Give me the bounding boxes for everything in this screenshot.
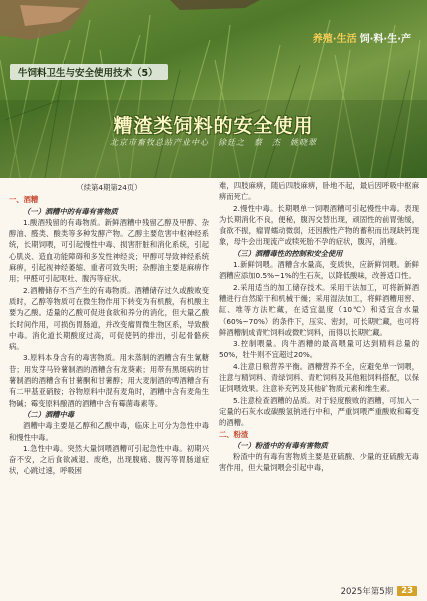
paragraph: 难，四肢麻痹，随后四肢麻痹，卧地不起，最后因呼吸中枢麻痹而死亡。 — [219, 181, 419, 202]
right-column — [219, 180, 419, 572]
subheading-starch-toxins: （一）粉渣中的有毒有害物质 — [233, 440, 328, 450]
section-heading-distillers-grains: 一、酒糟 — [9, 195, 39, 205]
paragraph: 2.酒糟储存不当产生的有毒物质。酒糟储存过久或酸败变质时，乙醇等物质可在微生物作用下转变为有机酸，有机酸主要为乙酸。适量的乙酸可促进食欲和养分的消化，但大量乙酸长时间作用，可损伤胃肠道，并改变瘤胃微生物区系，导致酸中毒。消化道长期酸度过高，可促使钙的排出，引起骨骼疾病。 — [9, 285, 209, 352]
subheading-control: （三）酒糟毒性的控制和安全使用 — [233, 248, 343, 258]
article-body — [9, 180, 419, 572]
subheading-poisoning: （二）酒糟中毒 — [23, 409, 75, 419]
paragraph: 粉渣中的有毒有害物质主要是亚硫酸、少量的亚硫酸无毒害作用，但大量饲喂会引起中毒， — [219, 452, 419, 473]
issue-label: 2025年第5期 — [340, 587, 394, 597]
paragraph: 1.酸酒残留的有毒物质。新鲜酒糟中残留乙醇及甲醇、杂醇油、醛类、酸类等多种发酵产物。乙醇主要危害中枢神经系统，长期饲喂，可引起慢性中毒、损害肝脏和消化系统，引起心肌炎、造血功能障碍和多发性神经炎；甲醇可导致神经系统麻痹，引起视神经萎缩、重者可致失明；杂醇油主要是麻痹作用；甲醛可引起呕吐、腹泻等症状。 — [9, 217, 209, 284]
paragraph: 1.急性中毒。突然大量饲喂酒糟可引起急性中毒。初期兴奋不安，之后食欲减退、废绝，出现腹痛、腹泻等胃肠道症状，心跳过速，呼吸困 — [9, 443, 209, 476]
article-authors: 北京市畜牧总站产业中心 徐廷之 蔡 杰 姚晓翠 — [110, 138, 317, 147]
article-title: 糟渣类饲料的安全使用 — [113, 115, 314, 137]
paragraph: 3.原料本身含有的毒害物质。用未蒸制的酒糟含有生氰糖苷；用发芽马铃薯制酒的酒糟含有龙葵素；用带有黑斑病的甘薯制酒的酒糟含有甘薯酮和甘薯醇；用大麦制酒的啤酒糟含有有二甲基亚硝胺；谷物原料中混有麦角时，酒糟中含有麦角生物碱；霉变原料酿酒的酒糟中含有霉菌毒素等。 — [9, 353, 209, 408]
series-label: 牛饲料卫生与安全使用技术（5） — [10, 64, 168, 80]
column-brand — [307, 30, 417, 44]
paragraph: 4.注意日粮营养平衡。酒糟营养不全，应避免单一饲喂，注意与精饲料、青绿饲料、青贮饲料及其他粗饲料搭配，以保证饲喂效果。注意补充钙及其他矿物质元素和维生素。 — [219, 361, 419, 394]
paragraph: 2.采用适当的加工储存技术。采用干法加工，可将新鲜酒糟进行自然晾干和机械干燥；采用湿法加工，将鲜酒糟用窖、缸、堆等方法贮藏，在适宜温度（10℃）和适宜含水量（60%~70%）的条件下，压实、密封，可长期贮藏，也可将鲜酒糟制成青贮饲料或微贮饲料，而得以长期贮藏。 — [219, 282, 419, 337]
section-heading-starch-residue: 二、粉渣 — [219, 429, 249, 439]
subheading-toxic-substances: （一）酒糟中的有毒有害物质 — [23, 206, 118, 216]
paragraph: 5.注意检查酒糟的品质。对于轻度酸败的酒糟，可加入一定量的石灰水或碳酸氢钠进行中和，严重饲喂严重酸败和霉变的酒糟。 — [219, 395, 419, 428]
left-column — [9, 180, 209, 572]
grass-photo-illustration — [0, 0, 427, 178]
brand-prefix: 养殖·生活 — [312, 33, 357, 45]
paragraph: 2.慢性中毒。长期喂单一饲喂酒糟可引起慢性中毒。表现为长期消化不良，便秘，腹泻交替出现，顽固性的前胃弛缓，食欲不振，瘤胃蠕动微弱，还因酸性产物的蓄积而出现缺钙现象，母牛会出现流产或犊死胎不孕的症状，腹泻，消瘦。 — [219, 203, 419, 247]
page-number: 23 — [397, 586, 417, 596]
page-footer — [341, 585, 417, 597]
brand-name: 饲·料·生·产 — [359, 33, 411, 45]
paragraph: 酒糟中毒主要是乙醇和乙酸中毒，临床上可分为急性中毒和慢性中毒。 — [9, 421, 209, 442]
paragraph: 1.新鲜饲喂。酒糟含水量高，变质快，应新鲜饲喂。新鲜酒糟应添加0.5%~1%的生石灰，以降低酸味，改善适口性。 — [219, 260, 419, 281]
header-banner — [0, 0, 427, 178]
paragraph: 3.控制喂量。肉牛酒糟的最高喂量可达到精料总量的50%，牡牛则不宜超过20%。 — [219, 339, 419, 360]
continued-note: （续第4期第24页） — [76, 183, 142, 192]
